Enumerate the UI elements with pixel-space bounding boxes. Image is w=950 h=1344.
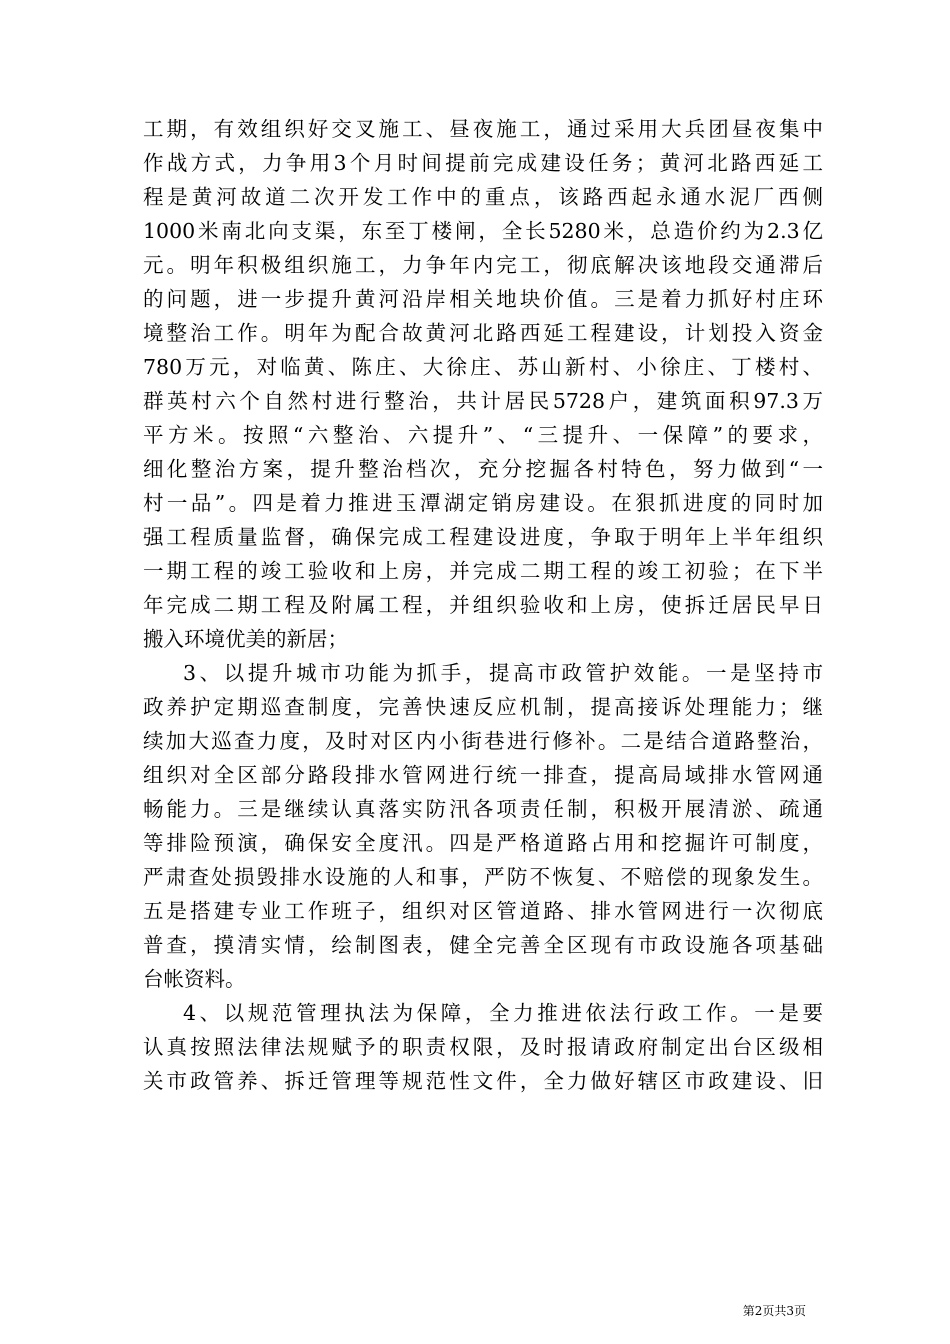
paragraph-heading-line: 4、以规范管理执法为保障，全力推进依法行政工作。一是要 <box>183 1001 823 1025</box>
document-body <box>143 112 823 1098</box>
text-line: 搬入环境优美的新居； <box>143 627 348 651</box>
text-line: 认真按照法律法规赋予的职责权限，及时报请政府制定出台区级相 <box>143 1035 823 1059</box>
text-line: 境整治工作。明年为配合故黄河北路西延工程建设，计划投入资金 <box>143 321 823 345</box>
text-line: 程是黄河故道二次开发工作中的重点，该路西起永通水泥厂西侧 <box>143 185 823 209</box>
page-number-footer: 第2页共3页 <box>742 1304 806 1318</box>
text-line: 五是搭建专业工作班子，组织对区管道路、排水管网进行一次彻底 <box>143 899 823 923</box>
text-line: 村一品”。四是着力推进玉潭湖定销房建设。在狠抓进度的同时加 <box>143 491 823 515</box>
text-line: 台帐资料。 <box>143 967 246 991</box>
text-line: 关市政管养、拆迁管理等规范性文件，全力做好辖区市政建设、旧 <box>143 1069 823 1093</box>
text-line: 畅能力。三是继续认真落实防汛各项责任制，积极开展清淤、疏通 <box>143 797 823 821</box>
text-line: 年完成二期工程及附属工程，并组织验收和上房，使拆迁居民早日 <box>143 593 823 617</box>
text-line: 细化整治方案，提升整治档次，充分挖掘各村特色，努力做到“一 <box>143 457 823 481</box>
paragraph-heading-line: 3、以提升城市功能为抓手，提高市政管护效能。一是坚持市 <box>183 661 823 685</box>
text-line: 780万元，对临黄、陈庄、大徐庄、苏山新村、小徐庄、丁楼村、 <box>143 355 823 379</box>
text-line: 一期工程的竣工验收和上房，并完成二期工程的竣工初验；在下半 <box>143 559 823 583</box>
text-line: 续加大巡查力度，及时对区内小街巷进行修补。二是结合道路整治， <box>143 729 823 753</box>
text-line: 作战方式，力争用3个月时间提前完成建设任务；黄河北路西延工 <box>143 151 823 175</box>
text-line: 强工程质量监督，确保完成工程建设进度，争取于明年上半年组织 <box>143 525 823 549</box>
text-line: 等排险预演，确保安全度汛。四是严格道路占用和挖掘许可制度， <box>143 831 823 855</box>
text-line: 组织对全区部分路段排水管网进行统一排查，提高局域排水管网通 <box>143 763 823 787</box>
text-line: 平方米。按照“六整治、六提升”、“三提升、一保障”的要求， <box>143 423 823 447</box>
text-line: 群英村六个自然村进行整治，共计居民5728户，建筑面积97.3万 <box>143 389 823 413</box>
text-line: 元。明年积极组织施工，力争年内完工，彻底解决该地段交通滞后 <box>143 253 823 277</box>
text-line: 的问题，进一步提升黄河沿岸相关地块价值。三是着力抓好村庄环 <box>143 287 823 311</box>
text-line: 普查，摸清实情，绘制图表，健全完善全区现有市政设施各项基础 <box>143 933 823 957</box>
text-line: 工期，有效组织好交叉施工、昼夜施工，通过采用大兵团昼夜集中 <box>143 117 823 141</box>
text-line: 严肃查处损毁排水设施的人和事，严防不恢复、不赔偿的现象发生。 <box>143 865 823 889</box>
text-line: 1000米南北向支渠，东至丁楼闸，全长5280米，总造价约为2.3亿 <box>143 219 823 243</box>
text-line: 政养护定期巡查制度，完善快速反应机制，提高接诉处理能力；继 <box>143 695 823 719</box>
